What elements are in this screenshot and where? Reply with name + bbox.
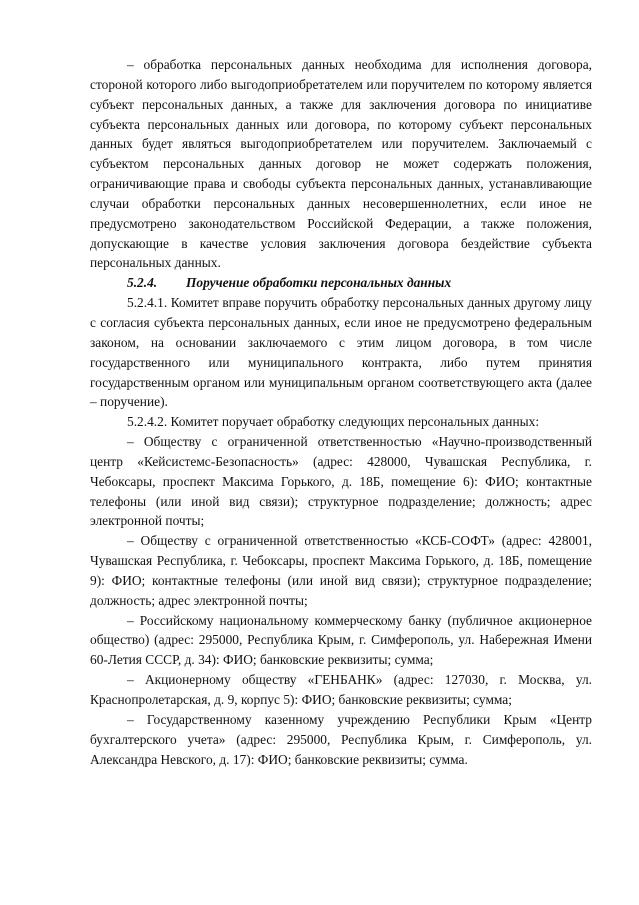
list-item: – Российскому национальному коммерческому банку (публичное акционерное общество) (адрес: 295000, Республика Крым, г. Симферополь, ул. Набережная Имени 60-Летия СССР, д. 34): ФИО; банковские реквизиты; сумма;: [90, 612, 592, 668]
list-item: – Акционерному обществу «ГЕНБАНК» (адрес: 127030, г. Москва, ул. Краснопролетарская, д. 9, корпус 5): ФИО; банковские реквизиты; сумма;: [90, 672, 592, 707]
paragraph-5-2-4-1: 5.2.4.1. Комитет вправе поручить обработку персональных данных другому лицу с согласия субъекта персональных данных, если иное не предусмотрено федеральным законом, на основании заключаемого с этим лицом договора, в том числе государственного или муниципального контракта, либо путем принятия государственным органом или муниципальным органом соответствующего акта (далее – поручение).: [90, 295, 592, 410]
paragraph-5-2-4-2: 5.2.4.2. Комитет поручает обработку следующих персональных данных:: [127, 414, 540, 430]
section-title: Поручение обработки персональных данных: [186, 275, 452, 291]
section-heading: [90, 273, 592, 293]
list-item: – Обществу с ограниченной ответственностью «Научно-производственный центр «Кейсистемс-Безопасность» (адрес: 428000, Чувашская Республика, г. Чебоксары, проспект Максима Горького, д. 18Б, помещение 6): ФИО; контактные телефоны (или иной вид связи); структурное подразделение; должность; адрес электронной почты;: [90, 434, 592, 529]
list-item: – Государственному казенному учреждению Республики Крым «Центр бухгалтерского учета» (адрес: 295000, Республика Крым, г. Симферополь, ул. Александра Невского, д. 17): ФИО; банковские реквизиты; сумма.: [90, 711, 592, 767]
list-item: – Обществу с ограниченной ответственностью «КСБ-СОФТ» (адрес: 428001, Чувашская Республика, г. Чебоксары, проспект Максима Горького, д. 18Б, помещение 9): ФИО; контактные телефоны (или иной вид связи); структурное подразделение; должность; адрес электронной почты;: [90, 533, 592, 608]
document-page: [90, 55, 592, 769]
paragraph-contract-processing: – обработка персональных данных необходима для исполнения договора, стороной которого либо выгодоприобретателем или поручителем по которому является субъект персональных данных, а также для заключения договора по инициативе субъекта персональных данных или договора, по которому субъект персональных данных будет являться выгодоприобретателем или поручителем. Заключаемый с субъектом персональных данных договор не может содержать положения, ограничивающие права и свободы субъекта персональных данных, устанавливающие случаи обработки персональных данных несовершеннолетних, если иное не предусмотрено законодательством Российской Федерации, а также положения, допускающие в качестве условия заключения договора бездействие субъекта персональных данных.: [90, 57, 592, 271]
section-number: 5.2.4.: [127, 275, 158, 291]
